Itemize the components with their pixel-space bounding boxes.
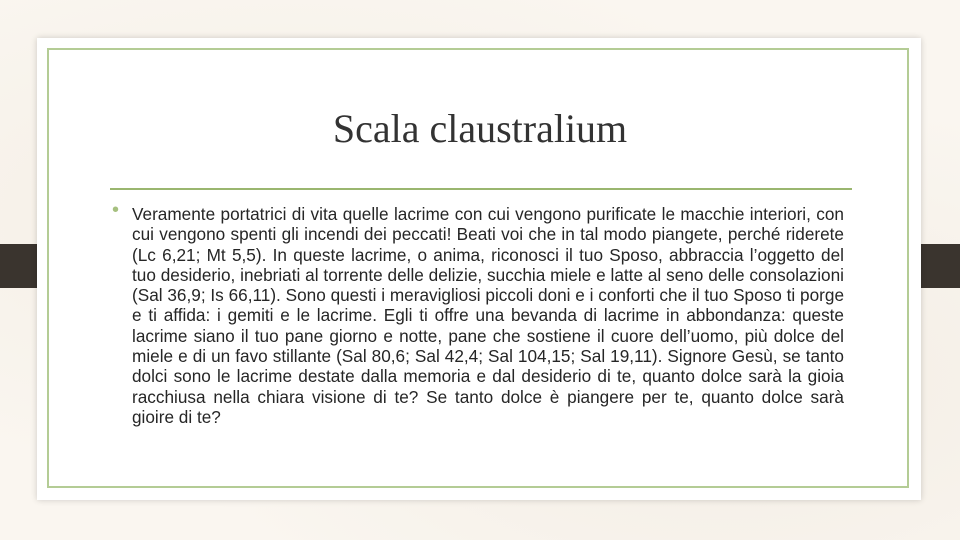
title-divider [110,188,852,190]
body-paragraph: Veramente portatrici di vita quelle lacrime con cui vengono purificate le macchie interiori, con cui vengono spenti gli incendi dei peccati! Beati voi che in tal modo piangete, perché riderete (Lc 6,21; Mt 5,5). In queste lacrime, o anima, riconosci il tuo Sposo, abbraccia l’oggetto del tuo desiderio, inebriati al torrente delle delizie, succhia miele e latte al seno delle consolazioni (Sal 36,9; Is 66,11). Sono questi i meravigliosi piccoli doni e i conforti che il tuo Sposo ti porge e ti affida: i gemiti e le lacrime. Egli ti offre una bevanda di lacrime in abbondanza: queste lacrime siano il tuo pane giorno e notte, pane che sostiene il cuore dell’uomo, più dolce del miele e di un favo stillante (Sal 80,6; Sal 42,4; Sal 104,15; Sal 19,11). Signore Gesù, se tanto dolci sono le lacrime destate dalla memoria e dal desiderio di te, quanto dolce sarà la gioia racchiusa nella chiara visione di te? Se tanto dolce è piangere per te, quanto dolce sarà gioire di te? [132,204,844,427]
bullet-marker: • [112,199,120,221]
slide-title: Scala claustralium [332,106,628,151]
